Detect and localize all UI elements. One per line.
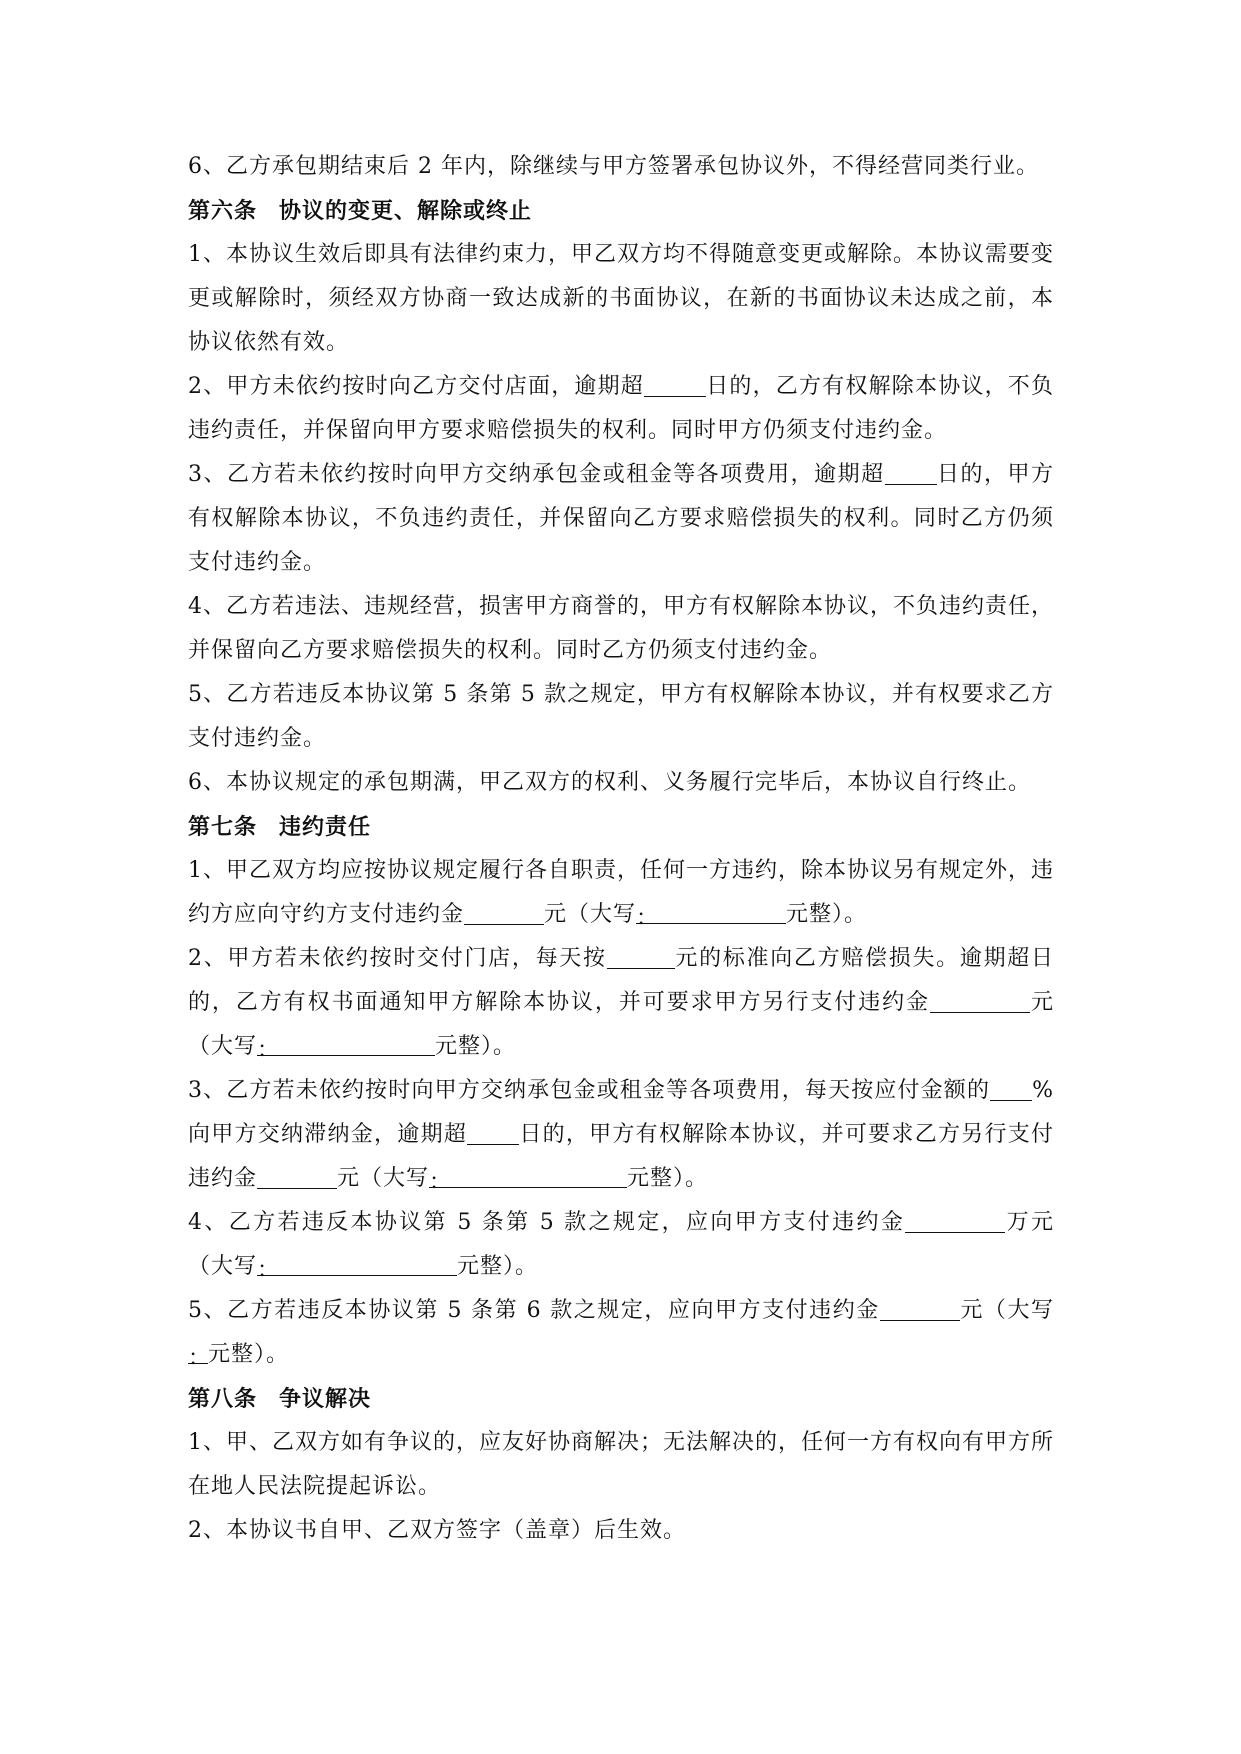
blank-field[interactable] — [464, 898, 544, 925]
blank-field[interactable]: ： — [188, 1337, 208, 1364]
blank-field[interactable] — [607, 942, 675, 969]
blank-field[interactable] — [257, 1162, 337, 1189]
article-7-item-4: 4、乙方若违反本协议第 5 条第 5 款之规定，应向甲方支付违约金 万元（大写： 元整）。 — [188, 1201, 1054, 1289]
article-7-item-2: 2、甲方若未依约按时交付门店，每天按 元的标准向乙方赔偿损失。逾期超日的，乙方有权书面通知甲方解除本协议，并可要求甲方另行支付违约金 元（大写： 元整）。 — [188, 937, 1054, 1069]
article-8-heading: 第八条 争议解决 — [188, 1386, 372, 1412]
blank-field[interactable] — [880, 1294, 960, 1321]
article-6-item-5: 5、乙方若违反本协议第 5 条第 5 款之规定，甲方有权解除本协议，并有权要求乙方支付违约金。 — [188, 682, 1054, 751]
article-6-item-4: 4、乙方若违法、违规经营，损害甲方商誉的，甲方有权解除本协议，不负违约责任，并保留向乙方要求赔偿损失的权利。同时乙方仍须支付违约金。 — [188, 594, 1054, 663]
article-7-item-5: 5、乙方若违反本协议第 5 条第 6 款之规定，应向甲方支付违约金 元（大写：元整）。 — [188, 1289, 1054, 1377]
article-7-item-3: 3、乙方若未依约按时向甲方交纳承包金或租金等各项费用，每天按应付金额的 %向甲方交纳滞纳金，逾期超 日的，甲方有权解除本协议，并可要求乙方另行支付违约金 元（大写： 元整）。 — [188, 1069, 1054, 1201]
article-8-item-2: 2、本协议书自甲、乙双方签字（盖章）后生效。 — [188, 1518, 686, 1543]
article-7-item-1: 1、甲乙双方均应按协议规定履行各自职责，任何一方违约，除本协议另有规定外，违约方应向守约方支付违约金 元（大写： 元整）。 — [188, 858, 1054, 931]
article-8-item-1: 1、甲、乙双方如有争议的，应友好协商解决；无法解决的，任何一方有权向有甲方所在地人民法院提起诉讼。 — [188, 1430, 1054, 1499]
document-body — [188, 145, 1054, 1553]
article-7-heading: 第七条 违约责任 — [188, 814, 372, 840]
blank-field[interactable] — [905, 1206, 1005, 1233]
article-6-heading: 第六条 协议的变更、解除或终止 — [188, 198, 533, 224]
article-6-item-6: 6、本协议规定的承包期满，甲乙双方的权利、义务履行完毕后，本协议自行终止。 — [188, 770, 1031, 795]
blank-field[interactable]: ： — [636, 897, 786, 924]
blank-field[interactable] — [990, 1074, 1032, 1101]
blank-field[interactable]: ： — [257, 1249, 457, 1276]
clause-5-item-6: 6、乙方承包期结束后 2 年内，除继续与甲方签署承包协议外，不得经营同类行业。 — [188, 154, 1039, 179]
blank-field[interactable] — [467, 1118, 519, 1145]
article-6-item-1: 1、本协议生效后即具有法律约束力，甲乙双方均不得随意变更或解除。本协议需要变更或解除时，须经双方协商一致达成新的书面协议，在新的书面协议未达成之前，本协议依然有效。 — [188, 242, 1054, 355]
blank-field[interactable] — [644, 370, 706, 397]
article-6-item-3: 3、乙方若未依约按时向甲方交纳承包金或租金等各项费用，逾期超 日的，甲方有权解除本协议，不负违约责任，并保留向乙方要求赔偿损失的权利。同时乙方仍须支付违约金。 — [188, 453, 1054, 585]
article-6-item-2: 2、甲方未依约按时向乙方交付店面，逾期超 日的，乙方有权解除本协议，不负违约责任，并保留向甲方要求赔偿损失的权利。同时甲方仍须支付违约金。 — [188, 365, 1054, 453]
blank-field[interactable]: ： — [257, 1029, 435, 1056]
blank-field[interactable]: ： — [429, 1161, 627, 1188]
blank-field[interactable] — [930, 986, 1030, 1013]
blank-field[interactable] — [885, 458, 937, 485]
